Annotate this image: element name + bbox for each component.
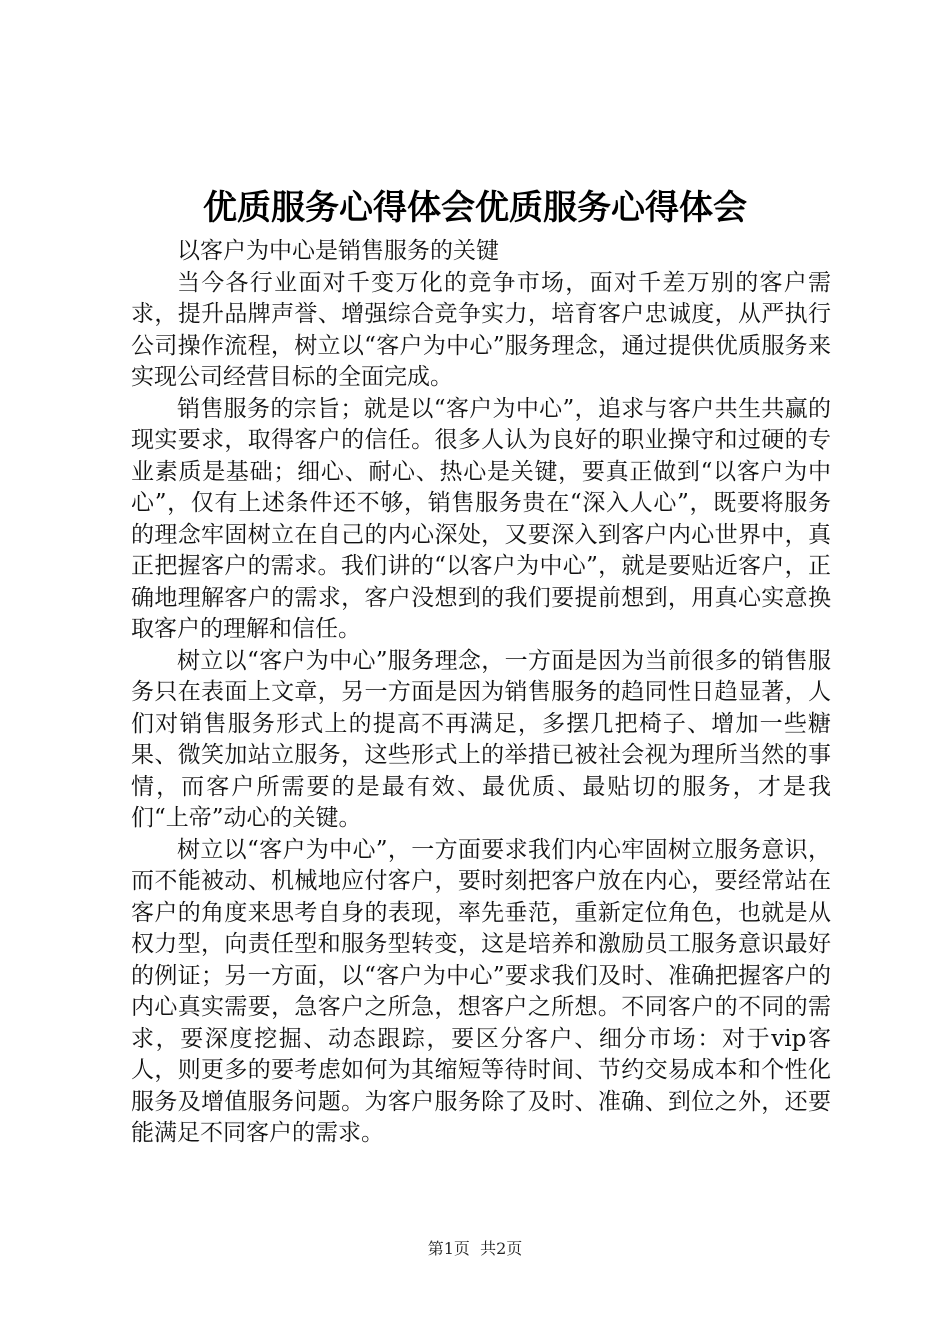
paragraph: 销售服务的宗旨；就是以“客户为中心”，追求与客户共生共赢的现实要求，取得客户的信任。很多人认为良好的职业操守和过硬的专业素质是基础；细心、耐心、热心是关键，要真正做到“以客户为中心”，仅有上述条件还不够，销售服务贵在“深入人心”，既要将服务的理念牢固树立在自己的内心深处，又要深入到客户内心世界中，真正把握客户的需求。我们讲的“以客户为中心”，就是要贴近客户，正确地理解客户的需求，客户没想到的我们要提前想到，用真心实意换取客户的理解和信任。 xyxy=(131,395,831,642)
footer-spacer xyxy=(470,1239,480,1258)
page-number-total: 共2页 xyxy=(480,1239,523,1258)
page-number-current: 第1页 xyxy=(427,1239,470,1258)
paragraph: 当今各行业面对千变万化的竞争市场，面对千差万别的客户需求，提升品牌声誉、增强综合竞争实力，培育客户忠诚度，从严执行公司操作流程，树立以“客户为中心”服务理念，通过提供优质服务来实现公司经营目标的全面完成。 xyxy=(131,269,831,390)
document-title: 优质服务心得体会优质服务心得体会 xyxy=(203,188,747,228)
paragraph: 树立以“客户为中心”服务理念，一方面是因为当前很多的销售服务只在表面上文章，另一方面是因为销售服务的趋同性日趋显著，人们对销售服务形式上的提高不再满足，多摆几把椅子、增加一些糖果、微笑加站立服务，这些形式上的举措已被社会视为理所当然的事情，而客户所需要的是最有效、最优质、最贴切的服务，才是我们“上帝”动心的关键。 xyxy=(131,647,831,831)
paragraph: 树立以“客户为中心”，一方面要求我们内心牢固树立服务意识，而不能被动、机械地应付客户，要时刻把客户放在内心，要经常站在客户的角度来思考自身的表现，率先垂范，重新定位角色，也就是从权力型，向责任型和服务型转变，这是培养和激励员工服务意识最好的例证；另一方面，以“客户为中心”要求我们及时、准确把握客户的内心真实需要，急客户之所急，想客户之所想。不同客户的不同的需求，要深度挖掘、动态跟踪，要区分客户、细分市场：对于vip客人，则更多的要考虑如何为其缩短等待时间、节约交易成本和个性化服务及增值服务问题。为客户服务除了及时、准确、到位之外，还要能满足不同客户的需求。 xyxy=(131,836,831,1146)
document-subtitle: 以客户为中心是销售服务的关键 xyxy=(177,238,499,264)
page-footer xyxy=(0,1238,950,1260)
document-body xyxy=(131,236,831,1150)
